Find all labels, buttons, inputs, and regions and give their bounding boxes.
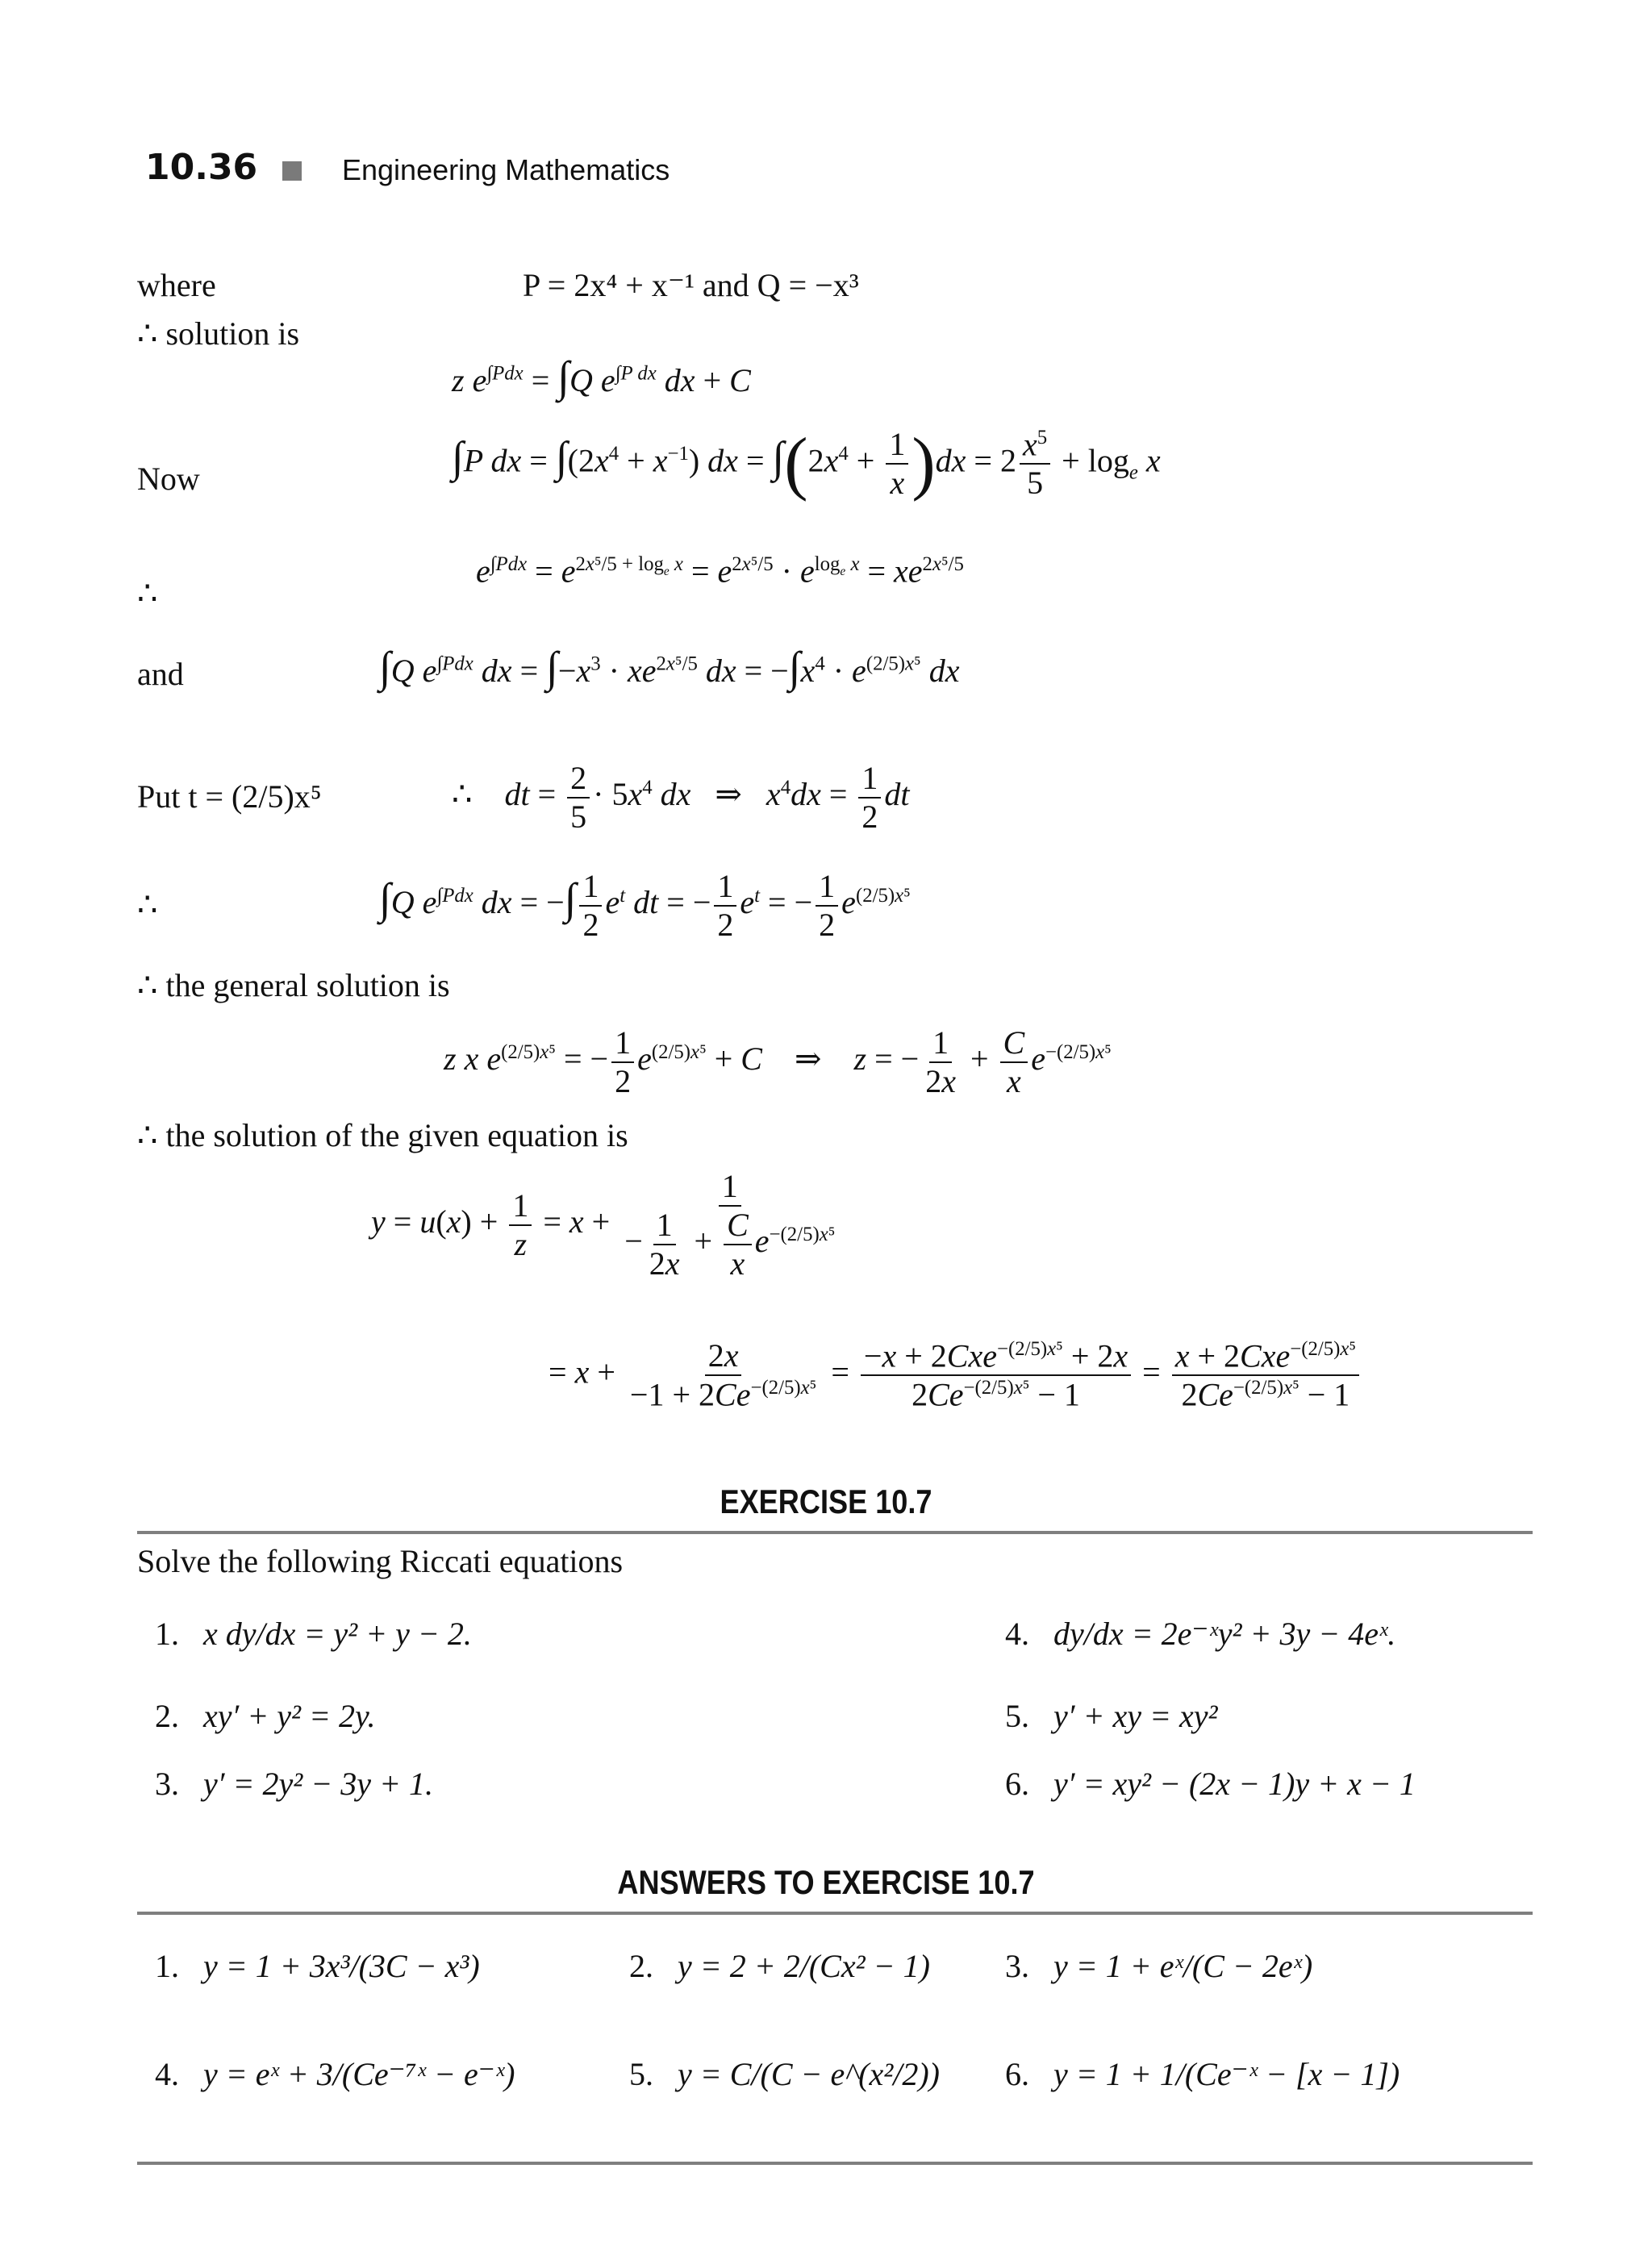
page-number: 10.36 [145, 147, 258, 188]
exercise-item: 6. y′ = xy² − (2x − 1)y + x − 1 [1005, 1766, 1416, 1802]
and-label: and [137, 656, 184, 692]
answer-item: 3. y = 1 + eˣ/(C − 2eˣ) [1005, 1948, 1313, 1984]
answer-item: 2. y = 2 + 2/(Cx² − 1) [629, 1948, 930, 1984]
eq-y-simplified: = x + $\frac{2x}{-1 + 2Ce^{-(2/5)x^5}}$ = $\frac{-x + 2Cxe^{-(2/5)x^5} + 2x}{2Ce^{-(2/5)x^5} - 1}$ = $\frac{x + 2Cxe^{-(2/5)x^5}}{2Ce^{-(2/5)x^5} - 1}$ [549, 1339, 1362, 1412]
answers-rule-top [137, 1912, 1533, 1915]
eq-integral-p: ∫P dx = $\int(2x^4 + x^{-1})$ dx = $\int(2x^4$ + $\frac{1}{x}$ )dx = 2 $\frac{x^5}{5}$ + $\log_e x$ [452, 424, 1161, 503]
where-expression: P = 2x⁴ + x⁻¹ and Q = −x³ [523, 267, 859, 303]
general-solution-label: ∴ the general solution is [137, 967, 450, 1003]
eq-integral-q: ∫Q $e^{\int Pdx}$ dx = $\int-x^3 \cdot xe^{2x^5/5}$ dx = $-\int x^4 \cdot e^{(2/5)x^5}$ dx [379, 643, 960, 691]
answers-rule-bottom [137, 2162, 1533, 2165]
given-solution-label: ∴ the solution of the given equation is [137, 1117, 628, 1153]
exercise-item: 2. xy′ + y² = 2y. [155, 1698, 376, 1734]
eq-y-solution: y = u(x) + $\frac{1}{z}$ = x + 1 − $\frac{1}{2x}$ + $\frac{C}{x}$ $e^{-(2/5)x^5}$ [371, 1168, 836, 1282]
header-square-icon [282, 161, 302, 181]
exercise-item: 1. x dy/dx = y² + y − 2. [155, 1616, 472, 1652]
exercise-item: 4. dy/dx = 2e⁻ˣy² + 3y − 4eˣ. [1005, 1616, 1396, 1652]
answer-item: 6. y = 1 + 1/(Ce⁻ˣ − [x − 1]) [1005, 2056, 1400, 2092]
exercise-item: 3. y′ = 2y² − 3y + 1. [155, 1766, 433, 1802]
put-substitution: Put t = (2/5)x⁵ [137, 778, 322, 815]
answer-item: 4. y = eˣ + 3/(Ce⁻⁷ˣ − e⁻ˣ) [155, 2056, 515, 2092]
solution-is-label: ∴ solution is [137, 315, 300, 352]
exercise-rule [137, 1531, 1533, 1534]
eq-dt: ∴ dt = $\frac{2}{5}$ · $5x^4$ dx ⇒ $x^4dx$ = $\frac{1}{2}$ dt [452, 760, 910, 835]
eq-integral-result: ∫Q $e^{\int Pdx}$ dx = −∫ $\frac{1}{2}$ $e^t$ dt = − $\frac{1}{2}$ $e^t$ = − $\frac{1}{2}$ $e^{(2/5)x^5}$ [379, 868, 911, 943]
therefore-symbol-1: ∴ [137, 575, 158, 611]
eq-solution-form: z $e^{\int Pdx} = \int Q$ $e^{\int P dx}$ dx + C [452, 352, 751, 401]
answers-heading: ANSWERS TO EXERCISE 10.7 [617, 1863, 1035, 1901]
exercise-item: 5. y′ + xy = xy² [1005, 1698, 1218, 1734]
therefore-symbol-2: ∴ [137, 886, 158, 923]
where-label: where [137, 267, 216, 303]
now-label: Now [137, 461, 200, 497]
exercise-instruction: Solve the following Riccati equations [137, 1543, 624, 1579]
book-title: Engineering Mathematics [342, 153, 670, 186]
eq-integrating-factor: $e^{\int Pdx} = e^{2x^5/5 + log_e x} = e^{2x^5/5} \cdot e^{log_e x} = xe^{2x^5/5}$ [476, 553, 964, 590]
eq-general-solution: z x $e^{(2/5)x^5}$ = − $\frac{1}{2}$ $e^{(2/5)x^5} + C$ ⇒ z = − $\frac{1}{2x}$ + $\frac{C}{x}$ $e^{-(2/5)x^5}$ [444, 1024, 1112, 1099]
answer-item: 1. y = 1 + 3x³/(3C − x³) [155, 1948, 480, 1984]
answer-item: 5. y = C/(C − e^(x²/2)) [629, 2056, 940, 2092]
exercise-heading: EXERCISE 10.7 [720, 1482, 932, 1520]
